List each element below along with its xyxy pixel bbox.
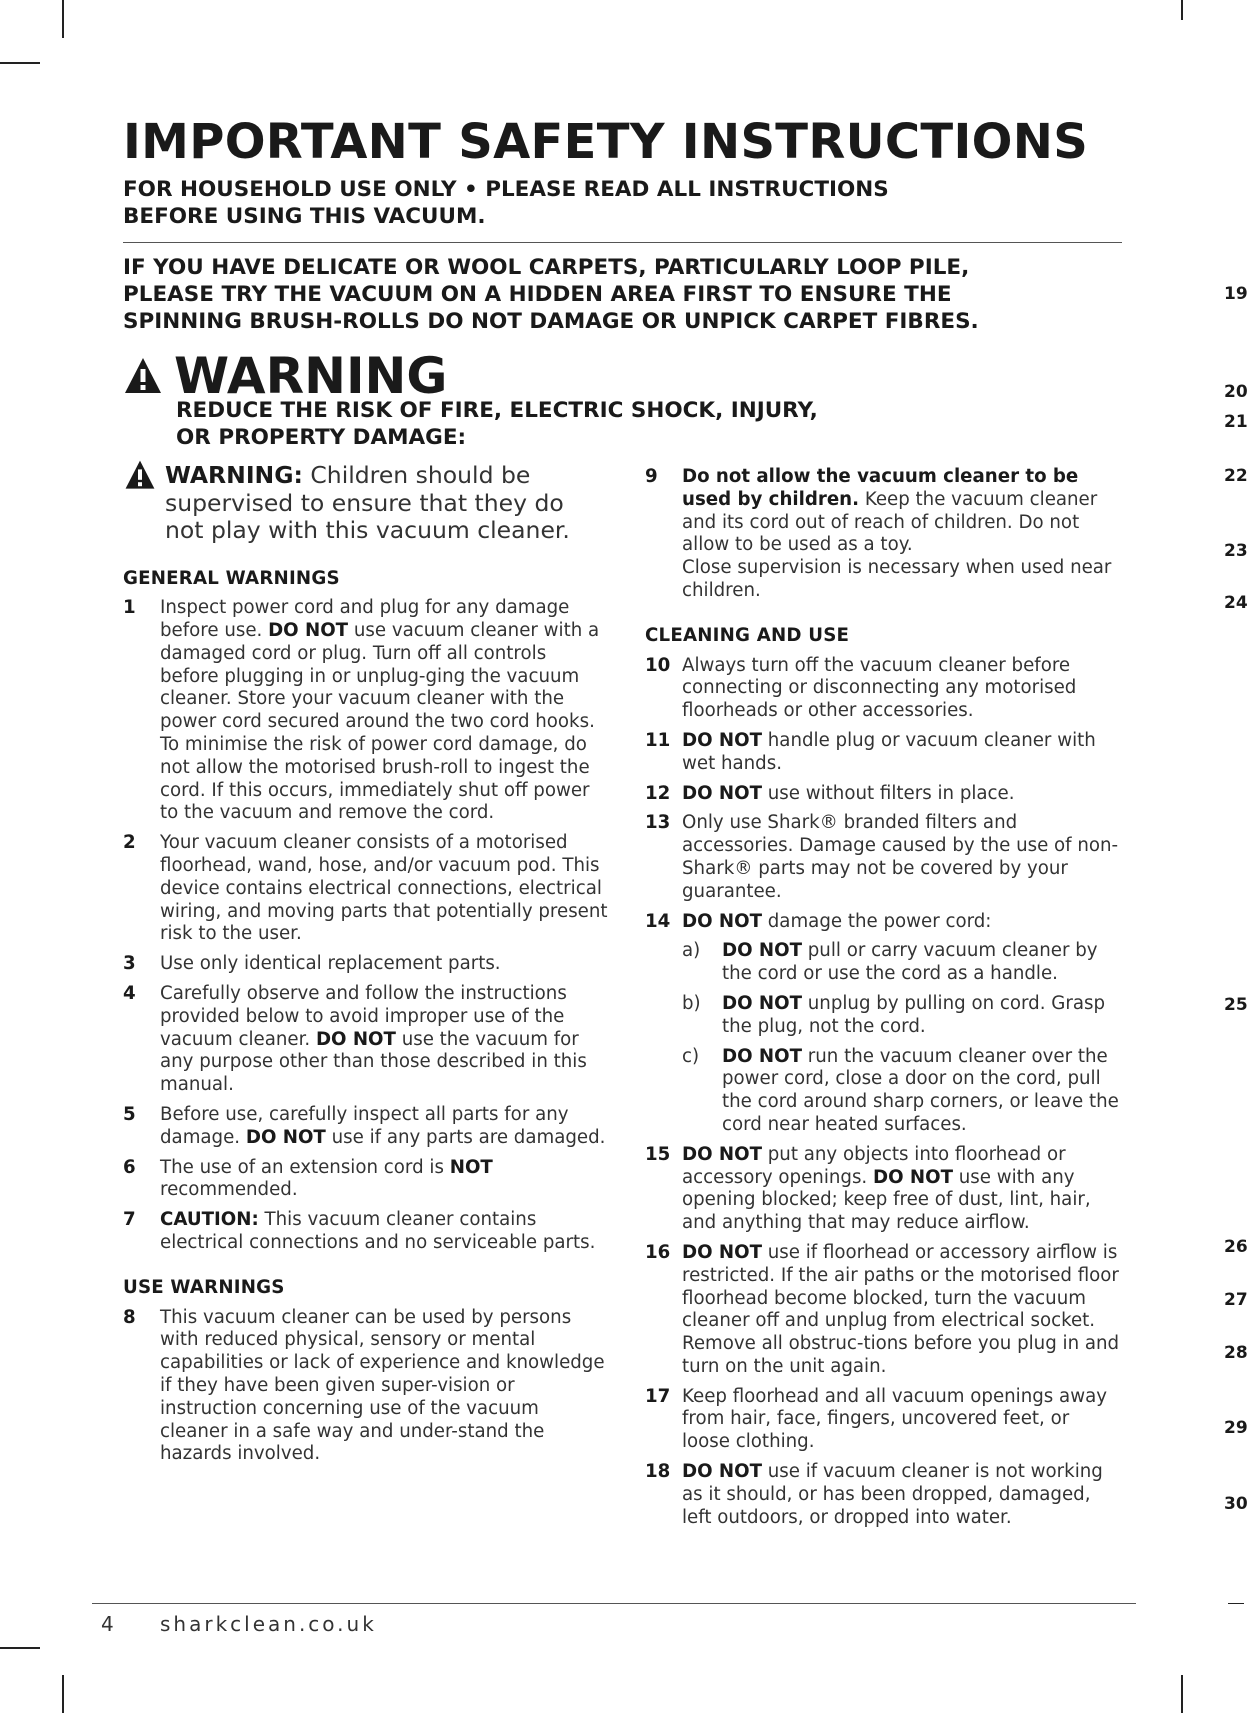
website-link[interactable]: sharkclean.co.uk xyxy=(160,1612,377,1636)
item-number: 3 xyxy=(123,953,136,975)
section-heading-use: USE WARNINGS xyxy=(123,1276,285,1298)
crop-mark xyxy=(62,1675,64,1713)
item-number: 2 xyxy=(123,832,136,854)
sub-item: b) DO NOT unplug by pulling on cord. Grasp the plug, not the cord. xyxy=(682,992,1106,1037)
item-text: The use of an extension cord is NOT recommended. xyxy=(160,1156,493,1201)
edge-number: 24 xyxy=(1224,593,1248,613)
item-number: 14 xyxy=(645,910,671,932)
crop-mark xyxy=(1181,0,1183,20)
crop-mark xyxy=(0,62,40,64)
list-item xyxy=(645,1144,1120,1235)
list-item xyxy=(123,1104,608,1150)
item-text: DO NOT use without filters in place. xyxy=(682,782,1015,804)
edge-number: 26 xyxy=(1224,1237,1248,1257)
item-number: 13 xyxy=(645,812,671,834)
edge-number: 27 xyxy=(1224,1290,1248,1310)
item-text: Carefully observe and follow the instructions provided below to avoid improper use of the vacuum cleaner. DO NOT use the vacuum for any purpose other than those described in this manual. xyxy=(160,983,587,1096)
edge-number: 21 xyxy=(1224,412,1248,432)
list-item xyxy=(645,812,1120,903)
list-item xyxy=(645,730,1120,776)
page-title: IMPORTANT SAFETY INSTRUCTIONS xyxy=(123,114,1089,170)
crop-mark xyxy=(1181,1675,1183,1713)
item-text: Only use Shark® branded filters and accessories. Damage caused by the use of non-Shark® parts may not be covered by your guarantee. xyxy=(682,812,1119,902)
section-heading-general: GENERAL WARNINGS xyxy=(123,567,340,589)
item-number: 18 xyxy=(645,1461,671,1483)
footer-divider xyxy=(92,1603,1136,1604)
item-text: Always turn off the vacuum cleaner before connecting or disconnecting any motorised floorheads or other accessories. xyxy=(682,654,1077,722)
edge-number: 23 xyxy=(1224,541,1248,561)
list-item xyxy=(123,983,608,1097)
warning-word: WARNING xyxy=(174,347,448,405)
warning-triangle-icon xyxy=(123,459,157,491)
item-text: DO NOT use if vacuum cleaner is not working as it should, or has been dropped, damaged, left outdoors, or dropped into water. xyxy=(682,1461,1103,1528)
crop-mark xyxy=(1228,1603,1244,1604)
list-item xyxy=(123,1209,608,1255)
list-item xyxy=(645,1386,1120,1454)
item-number: 11 xyxy=(645,729,671,751)
list-item xyxy=(123,597,608,825)
section-heading-cleaning: CLEANING AND USE xyxy=(645,624,850,646)
edge-number: 19 xyxy=(1224,284,1248,304)
item-text: DO NOT put any objects into floorhead or accessory openings. DO NOT use with any opening blocked; keep free of dust, lint, hair, and anything that may reduce airflow. xyxy=(682,1143,1091,1234)
crop-mark xyxy=(62,0,64,38)
page-subtitle: FOR HOUSEHOLD USE ONLY • PLEASE READ ALL INSTRUCTIONS BEFORE USING THIS VACUUM. xyxy=(123,177,889,229)
list-item xyxy=(645,1461,1120,1529)
edge-number: 29 xyxy=(1224,1418,1248,1438)
item-number: 5 xyxy=(123,1104,136,1126)
list-item xyxy=(123,1157,608,1203)
page-number: 4 xyxy=(101,1612,114,1636)
item-number: 7 xyxy=(123,1209,136,1231)
edge-number: 28 xyxy=(1224,1343,1248,1363)
warning-triangle-icon xyxy=(123,356,163,396)
item-text: Use only identical replacement parts. xyxy=(160,953,501,975)
warning-subtitle: REDUCE THE RISK OF FIRE, ELECTRIC SHOCK, INJURY, OR PROPERTY DAMAGE: xyxy=(176,398,818,450)
list-item xyxy=(123,1307,608,1467)
list-item xyxy=(645,911,1120,1137)
crop-mark xyxy=(0,1647,40,1649)
item-text: Inspect power cord and plug for any damage before use. DO NOT use vacuum cleaner with a damaged cord or plug. Turn off all controls before plugging in or unplug-ging the vacuum cleaner. Store your vacuum cleaner with the power cord secured around the two cord hooks. To minimise the risk of power cord damage, do not allow the motorised brush-roll to ingest the cord. If this occurs, immediately shut off power to the vacuum and remove the cord. xyxy=(160,597,600,824)
item-number: 15 xyxy=(645,1143,671,1165)
item-number: 16 xyxy=(645,1241,671,1263)
item-text: Before use, carefully inspect all parts for any damage. DO NOT use if any parts are damaged. xyxy=(160,1104,606,1148)
child-warning-label: WARNING: xyxy=(165,461,303,489)
list-item xyxy=(645,783,1120,806)
edge-number: 30 xyxy=(1224,1494,1248,1514)
sub-list xyxy=(682,940,1120,1136)
item-text: CAUTION: This vacuum cleaner contains electrical connections and no serviceable parts. xyxy=(160,1209,596,1254)
item-number: 12 xyxy=(645,782,671,804)
item-number: 8 xyxy=(123,1306,136,1328)
item-text: Keep floorhead and all vacuum openings away from hair, face, fingers, uncovered feet, or loose clothing. xyxy=(682,1385,1107,1453)
left-column xyxy=(123,462,608,1473)
item-text: DO NOT use if floorhead or accessory airflow is restricted. If the air paths or the motorised floor floorhead become blocked, turn the vacuum cleaner off and unplug from electrical socket. Remove all obstruc-tions before you plug in and turn on the unit again. xyxy=(682,1241,1120,1377)
item-number: 4 xyxy=(123,983,136,1005)
right-column xyxy=(645,466,1120,1536)
list-item xyxy=(645,1242,1120,1379)
edge-number: 20 xyxy=(1224,382,1248,402)
item-text: DO NOT damage the power cord: a) DO NOT pull or carry vacuum cleaner by the cord or use the cord as a handle. b) DO NOT unplug by pulling on cord. Grasp the plug, not the cord. c) DO NOT run the vacuum cleaner over the power cord, close a door on the cord, pull the cord around sharp corners, or leave the cord near heated surfaces. xyxy=(682,910,1119,1135)
list-item xyxy=(645,466,1120,603)
sub-item: a) DO NOT pull or carry vacuum cleaner by the cord or use the cord as a handle. xyxy=(682,940,1098,985)
warning-heading xyxy=(123,347,448,405)
item-number: 17 xyxy=(645,1385,671,1407)
item-number: 10 xyxy=(645,654,671,676)
list-item xyxy=(645,655,1120,723)
item-number: 9 xyxy=(645,466,658,487)
child-warning xyxy=(123,462,608,545)
item-text: Your vacuum cleaner consists of a motorised floorhead, wand, hose, and/or vacuum pod. This device contains electrical connections, electrical wiring, and moving parts that potentially present risk to the user. xyxy=(160,832,608,945)
item-text: This vacuum cleaner can be used by persons with reduced physical, sensory or mental capabilities or lack of experience and knowledge if they have been given super-vision or instruction concerning use of the vacuum cleaner in a safe way and under-stand the hazards involved. xyxy=(160,1306,605,1465)
item-number: 1 xyxy=(123,597,136,619)
carpet-notice: IF YOU HAVE DELICATE OR WOOL CARPETS, PARTICULARLY LOOP PILE, PLEASE TRY THE VACUUM ON A HIDDEN AREA FIRST TO ENSURE THE SPINNING BRUSH-ROLLS DO NOT DAMAGE OR UNPICK CARPET FIBRES. xyxy=(123,255,979,334)
edge-number: 22 xyxy=(1224,466,1248,486)
edge-number: 25 xyxy=(1224,995,1248,1015)
child-warning-text: Children should be supervised to ensure that they do not play with this vacuum cleaner. xyxy=(165,461,570,544)
sub-item: c) DO NOT run the vacuum cleaner over the power cord, close a door on the cord, pull the cord around sharp corners, or leave the cord near heated surfaces. xyxy=(682,1045,1119,1135)
item-text: Do not allow the vacuum cleaner to be used by children. Keep the vacuum cleaner and its cord out of reach of children. Do not allow to be used as a toy. Close supervision is necessary when used near children. xyxy=(682,466,1112,601)
item-number: 6 xyxy=(123,1156,136,1178)
list-item xyxy=(123,953,608,976)
list-item xyxy=(123,832,608,946)
item-text: DO NOT handle plug or vacuum cleaner with wet hands. xyxy=(682,729,1096,774)
header-divider xyxy=(123,242,1122,243)
